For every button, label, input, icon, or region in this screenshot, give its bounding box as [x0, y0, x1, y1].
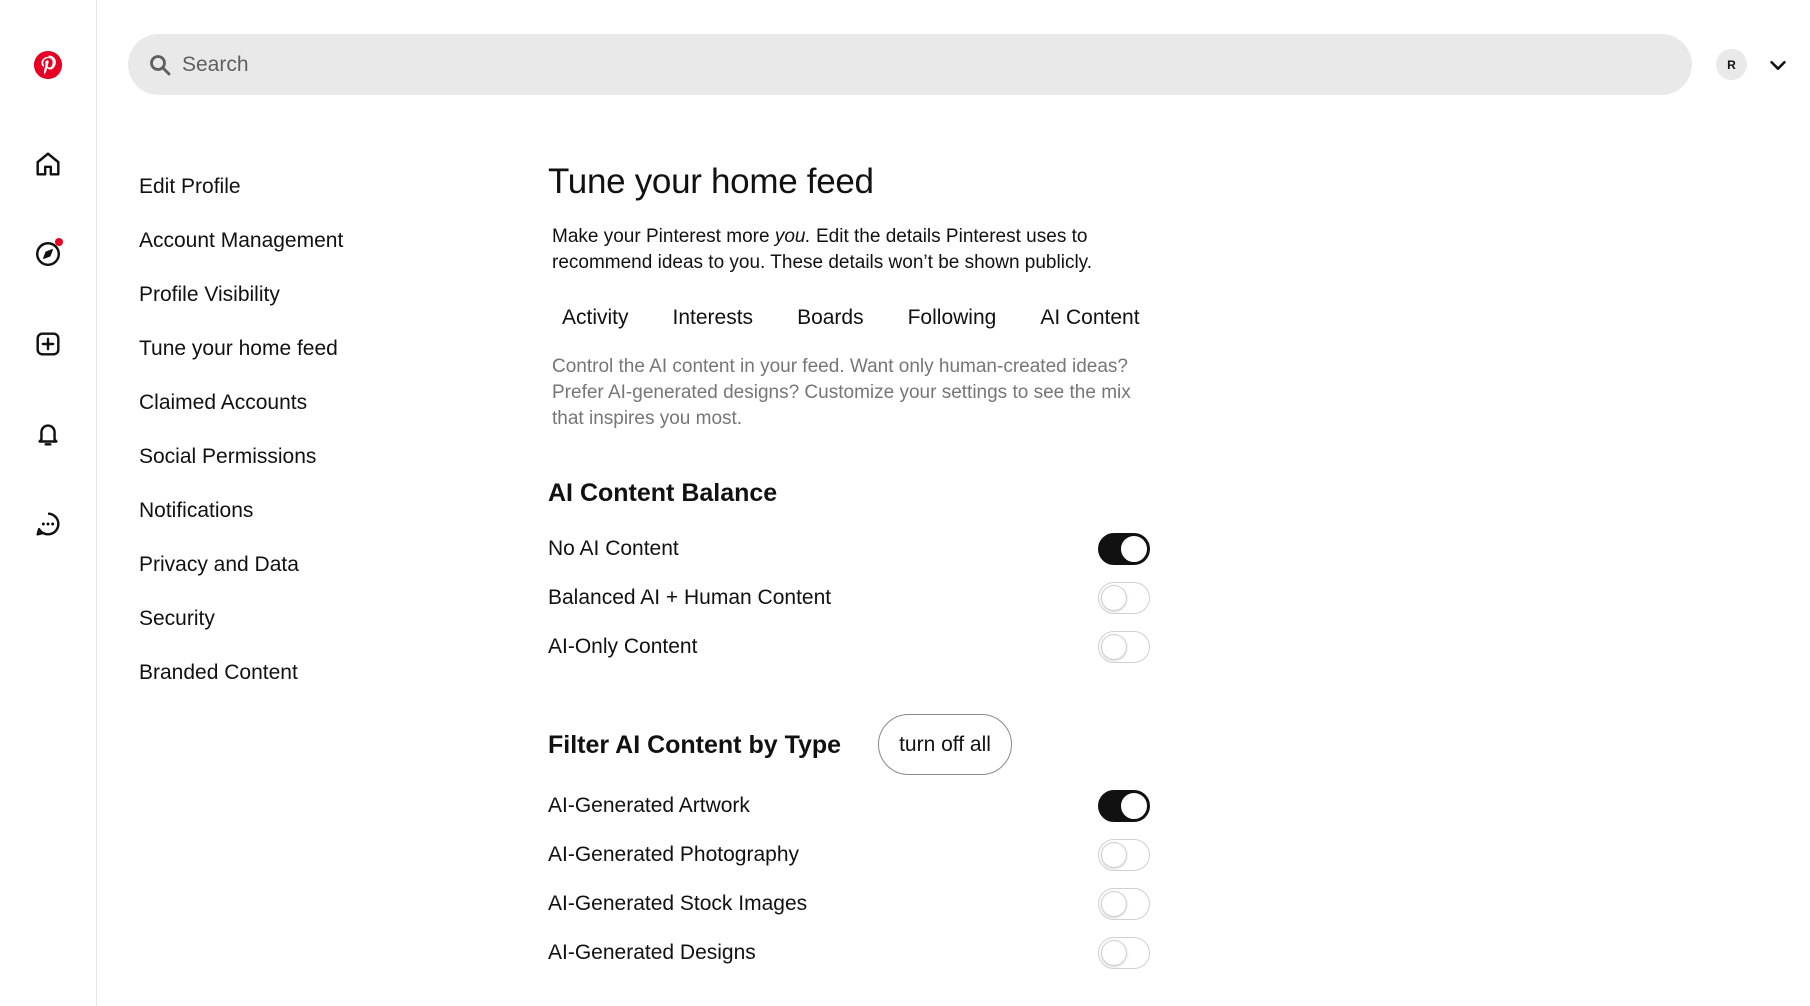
- settings-nav: [139, 168, 343, 708]
- intro-text-emphasis: you.: [774, 226, 811, 247]
- toggle-knob: [1101, 891, 1127, 917]
- toggle-row-designs: [548, 935, 1150, 971]
- no-ai-content-toggle[interactable]: [1098, 533, 1150, 565]
- turn-off-all-button[interactable]: turn off all: [878, 714, 1012, 775]
- main-content: [548, 160, 1168, 432]
- tab-following[interactable]: Following: [907, 306, 997, 329]
- search-icon: [148, 53, 172, 77]
- toggle-knob: [1101, 842, 1127, 868]
- toggle-row-ai-only: [548, 629, 1150, 665]
- tab-ai-content[interactable]: AI Content: [1040, 306, 1140, 329]
- left-rail: [0, 0, 97, 1006]
- tab-activity[interactable]: Activity: [562, 306, 629, 329]
- tab-description: Control the AI content in your feed. Want only human-created ideas? Prefer AI-generated designs? Customize your settings to see the mix that inspires you most.: [552, 356, 1131, 429]
- toggle-label: AI-Generated Photography: [548, 843, 799, 866]
- toggle-knob: [1121, 793, 1147, 819]
- balanced-content-toggle[interactable]: [1098, 582, 1150, 614]
- toggle-label: No AI Content: [548, 537, 679, 560]
- nav-item-account-management[interactable]: Account Management: [139, 229, 344, 252]
- create-icon[interactable]: [28, 324, 68, 364]
- ai-artwork-toggle[interactable]: [1098, 790, 1150, 822]
- filter-heading: Filter AI Content by Type: [548, 730, 842, 759]
- nav-item-claimed-accounts[interactable]: Claimed Accounts: [139, 391, 308, 414]
- messages-icon[interactable]: [28, 504, 68, 544]
- nav-item-security[interactable]: Security: [139, 607, 215, 630]
- nav-item-profile-visibility[interactable]: Profile Visibility: [139, 283, 280, 306]
- search-bar[interactable]: [128, 34, 1692, 95]
- search-input[interactable]: [182, 53, 1582, 77]
- nav-item-social-permissions[interactable]: Social Permissions: [139, 445, 317, 468]
- filter-heading-row: [548, 714, 1012, 775]
- toggle-label: AI-Only Content: [548, 635, 698, 658]
- ai-balance-heading: AI Content Balance: [548, 479, 778, 507]
- toggle-label: AI-Generated Designs: [548, 941, 756, 964]
- notification-dot: [55, 238, 63, 246]
- notifications-bell-icon[interactable]: [28, 414, 68, 454]
- pinterest-logo-icon[interactable]: [28, 45, 68, 85]
- toggle-row-artwork: [548, 788, 1150, 824]
- ai-stock-images-toggle[interactable]: [1098, 888, 1150, 920]
- page-title: Tune your home feed: [548, 162, 874, 201]
- nav-item-tune-home-feed[interactable]: Tune your home feed: [139, 337, 338, 360]
- nav-item-notifications[interactable]: Notifications: [139, 499, 254, 522]
- avatar[interactable]: R: [1716, 49, 1747, 80]
- toggle-knob: [1101, 940, 1127, 966]
- intro-text-start: Make your Pinterest more: [552, 226, 775, 247]
- toggle-label: Balanced AI + Human Content: [548, 586, 832, 609]
- toggle-row-balanced: [548, 580, 1150, 616]
- ai-designs-toggle[interactable]: [1098, 937, 1150, 969]
- toggle-knob: [1101, 585, 1127, 611]
- nav-item-branded-content[interactable]: Branded Content: [139, 661, 298, 684]
- tab-boards[interactable]: Boards: [797, 306, 864, 329]
- nav-item-edit-profile[interactable]: Edit Profile: [139, 175, 241, 198]
- toggle-label: AI-Generated Stock Images: [548, 892, 808, 915]
- toggle-knob: [1101, 634, 1127, 660]
- nav-item-privacy-data[interactable]: Privacy and Data: [139, 553, 299, 576]
- explore-icon[interactable]: [28, 234, 68, 274]
- toggle-row-no-ai: [548, 531, 1150, 567]
- intro-text: [552, 224, 1172, 276]
- toggle-label: AI-Generated Artwork: [548, 794, 750, 817]
- toggle-row-photography: [548, 837, 1150, 873]
- toggle-knob: [1121, 536, 1147, 562]
- chevron-down-icon[interactable]: [1765, 52, 1791, 78]
- ai-only-content-toggle[interactable]: [1098, 631, 1150, 663]
- tab-bar: [562, 306, 1168, 330]
- intro-text-end: Edit the details Pinterest uses to recommend ideas to you. These details won’t be shown publicly.: [552, 226, 1093, 273]
- ai-photography-toggle[interactable]: [1098, 839, 1150, 871]
- home-icon[interactable]: [28, 144, 68, 184]
- toggle-row-stock: [548, 886, 1150, 922]
- tab-interests[interactable]: Interests: [672, 306, 754, 329]
